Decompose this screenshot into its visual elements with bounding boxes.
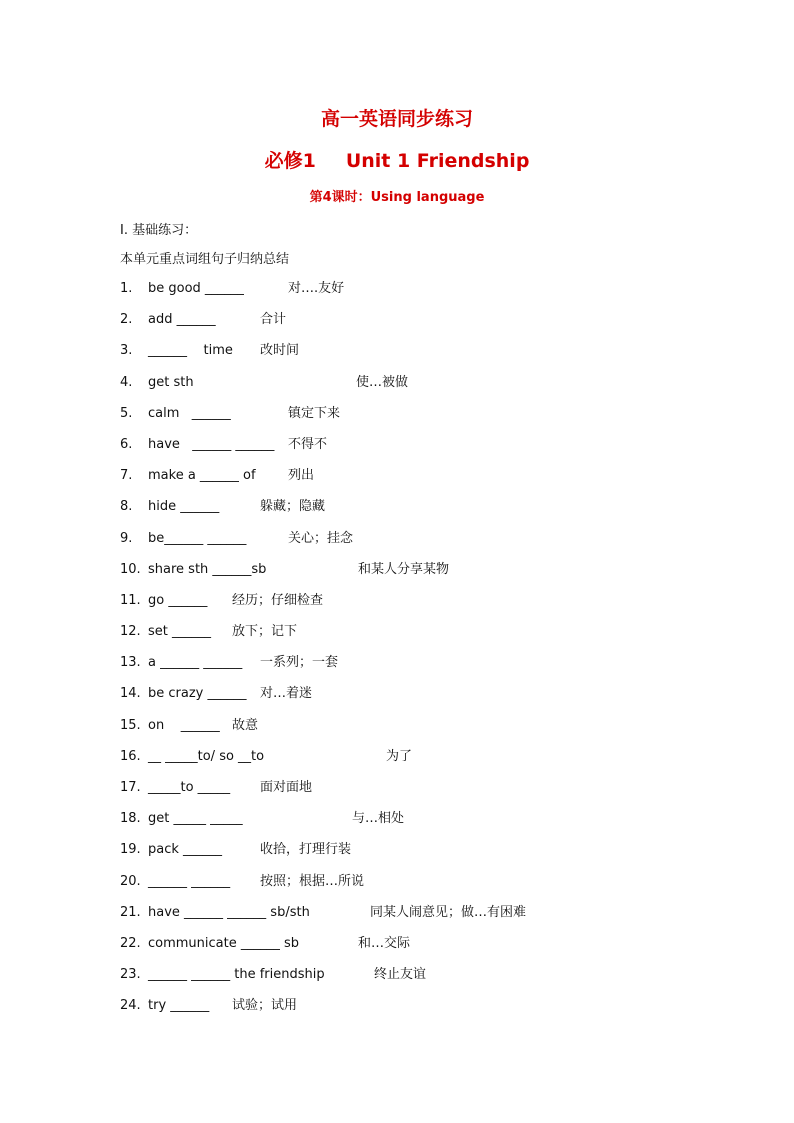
item-phrase: get sth	[148, 374, 194, 390]
section-subheading: 本单元重点词组句子归纳总结	[120, 252, 290, 267]
item-phrase: on ______	[148, 717, 220, 733]
section-heading: I. 基础练习：	[120, 223, 198, 238]
item-phrase: _____to _____	[148, 780, 231, 795]
item-phrase: hide ______	[148, 499, 220, 515]
item-number: 24.	[120, 998, 141, 1014]
item-number: 3.	[120, 343, 133, 359]
item-phrase: calm ______	[148, 405, 231, 421]
item-meaning: 改时间	[260, 343, 300, 359]
item-meaning: 收拾，打理行装	[260, 842, 352, 858]
unit-label: Unit 1 Friendship	[345, 150, 530, 172]
item-number: 21.	[120, 904, 141, 920]
item-phrase: make a ______ of	[148, 468, 256, 484]
item-number: 19.	[120, 842, 141, 858]
item-phrase: set ______	[148, 624, 212, 640]
item-number: 13.	[120, 655, 141, 671]
item-number: 2.	[120, 312, 133, 328]
item-number: 11.	[120, 592, 141, 608]
book-label: 必修1	[264, 150, 316, 172]
item-phrase: be good ______	[148, 281, 244, 296]
item-number: 12.	[120, 624, 141, 640]
item-meaning: 对…着迷	[260, 686, 313, 702]
item-number: 23.	[120, 967, 141, 983]
item-phrase: ______ time	[148, 343, 233, 359]
item-phrase: get _____ _____	[148, 811, 243, 827]
item-number: 17.	[120, 780, 141, 795]
item-meaning: 合计	[260, 312, 287, 328]
item-number: 10.	[120, 561, 141, 577]
item-phrase: have ______ ______	[148, 436, 275, 452]
item-phrase: try ______	[148, 998, 210, 1014]
item-meaning: 同某人闹意见；做…有困难	[370, 904, 527, 920]
item-meaning: 镇定下来	[288, 405, 341, 421]
unit-heading	[0, 146, 794, 173]
item-number: 15.	[120, 717, 141, 733]
item-phrase: go ______	[148, 592, 208, 608]
item-number: 14.	[120, 686, 141, 702]
page-title: 高一英语同步练习	[320, 108, 473, 130]
item-meaning: 躲藏；隐藏	[260, 499, 326, 515]
item-number: 7.	[120, 468, 133, 484]
item-phrase: be crazy ______	[148, 686, 247, 702]
item-phrase: communicate ______ sb	[148, 935, 300, 951]
item-number: 16.	[120, 748, 141, 764]
item-phrase: ______ ______	[148, 873, 231, 889]
item-meaning: 关心；挂念	[288, 530, 354, 546]
item-meaning: 终止友谊	[374, 967, 427, 983]
item-meaning: 放下；记下	[232, 624, 298, 640]
item-number: 4.	[120, 374, 133, 390]
item-meaning: 试验；试用	[232, 998, 298, 1014]
item-phrase: add ______	[148, 312, 216, 328]
item-phrase: a ______ ______	[148, 655, 243, 671]
lesson-label: 第4课时：Using language	[309, 190, 485, 205]
item-meaning: 与…相处	[352, 811, 405, 827]
item-phrase: share sth ______sb	[148, 561, 267, 577]
item-meaning: 经历；仔细检查	[232, 592, 324, 608]
item-phrase: have ______ ______ sb/sth	[148, 904, 310, 920]
item-meaning: 面对面地	[260, 780, 313, 795]
item-phrase: __ _____to/ so __to	[148, 748, 265, 764]
item-meaning: 列出	[288, 468, 315, 484]
item-meaning: 和某人分享某物	[358, 561, 450, 577]
item-meaning: 故意	[232, 717, 259, 733]
item-meaning: 按照；根据…所说	[260, 873, 365, 889]
item-number: 1.	[120, 281, 133, 296]
item-meaning: 和…交际	[358, 935, 411, 951]
item-meaning: 为了	[386, 748, 413, 764]
item-number: 22.	[120, 935, 141, 951]
item-number: 20.	[120, 873, 141, 889]
item-number: 6.	[120, 436, 133, 452]
item-meaning: 一系列；一套	[260, 655, 339, 671]
item-number: 8.	[120, 499, 133, 515]
item-number: 9.	[120, 530, 133, 546]
item-number: 5.	[120, 405, 133, 421]
item-meaning: 使…被做	[356, 374, 409, 390]
item-meaning: 对….友好	[288, 281, 345, 296]
item-number: 18.	[120, 811, 141, 827]
item-meaning: 不得不	[288, 436, 328, 452]
item-phrase: ______ ______ the friendship	[148, 967, 325, 983]
item-phrase: pack ______	[148, 842, 223, 858]
item-phrase: be______ ______	[148, 530, 247, 546]
